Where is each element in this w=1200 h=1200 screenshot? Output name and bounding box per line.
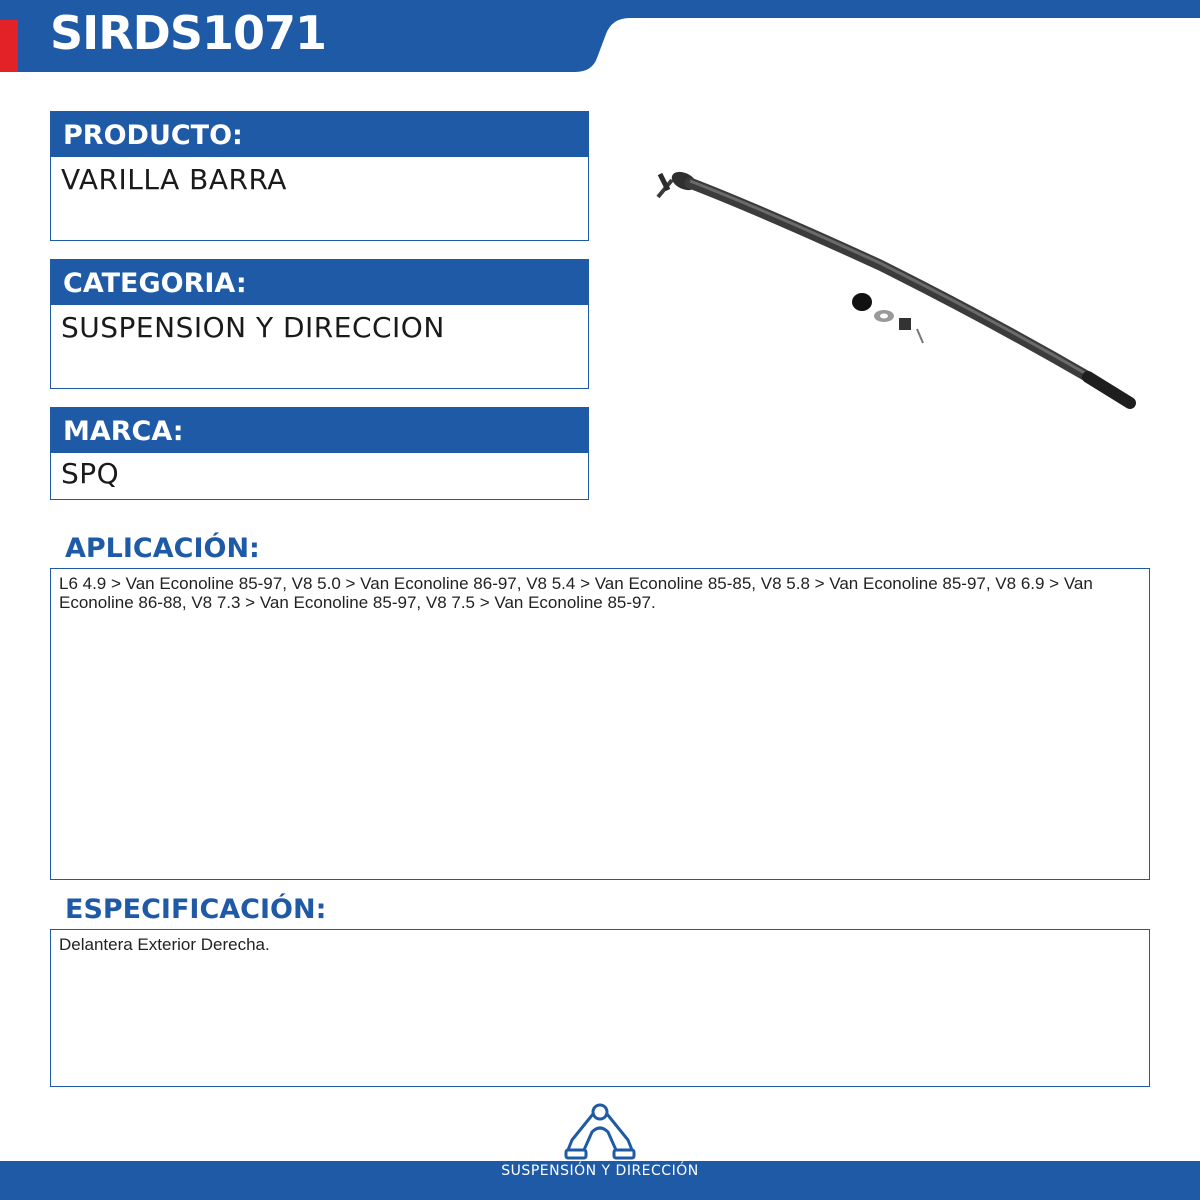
marca-box <box>50 407 589 500</box>
especificacion-box: Delantera Exterior Derecha. <box>50 929 1150 1087</box>
producto-value: VARILLA BARRA <box>61 163 287 196</box>
aplicacion-title: APLICACIÓN: <box>65 533 260 564</box>
product-sku: SIRDS1071 <box>50 6 327 60</box>
marca-label: MARCA: <box>51 408 588 453</box>
footer-band <box>0 1100 1200 1200</box>
footer-category-label: SUSPENSIÓN Y DIRECCIÓN <box>501 1163 699 1179</box>
producto-box <box>50 111 589 241</box>
producto-label: PRODUCTO: <box>51 112 588 157</box>
categoria-box <box>50 259 589 389</box>
control-arm-icon <box>566 1105 634 1158</box>
marca-value: SPQ <box>61 457 120 490</box>
categoria-value: SUSPENSION Y DIRECCION <box>61 311 445 344</box>
product-image <box>620 140 1160 430</box>
especificacion-title: ESPECIFICACIÓN: <box>65 894 327 925</box>
aplicacion-box: L6 4.9 > Van Econoline 85-97, V8 5.0 > Van Econoline 86-97, V8 5.4 > Van Econoline 85-85, V8 5.8 > Van Econoline 85-97, V8 6.9 > Van Econoline 86-88, V8 7.3 > Van Econoline 85-97, V8 7.5 > Van Econoline 85-97. <box>50 568 1150 880</box>
categoria-label: CATEGORIA: <box>51 260 588 305</box>
